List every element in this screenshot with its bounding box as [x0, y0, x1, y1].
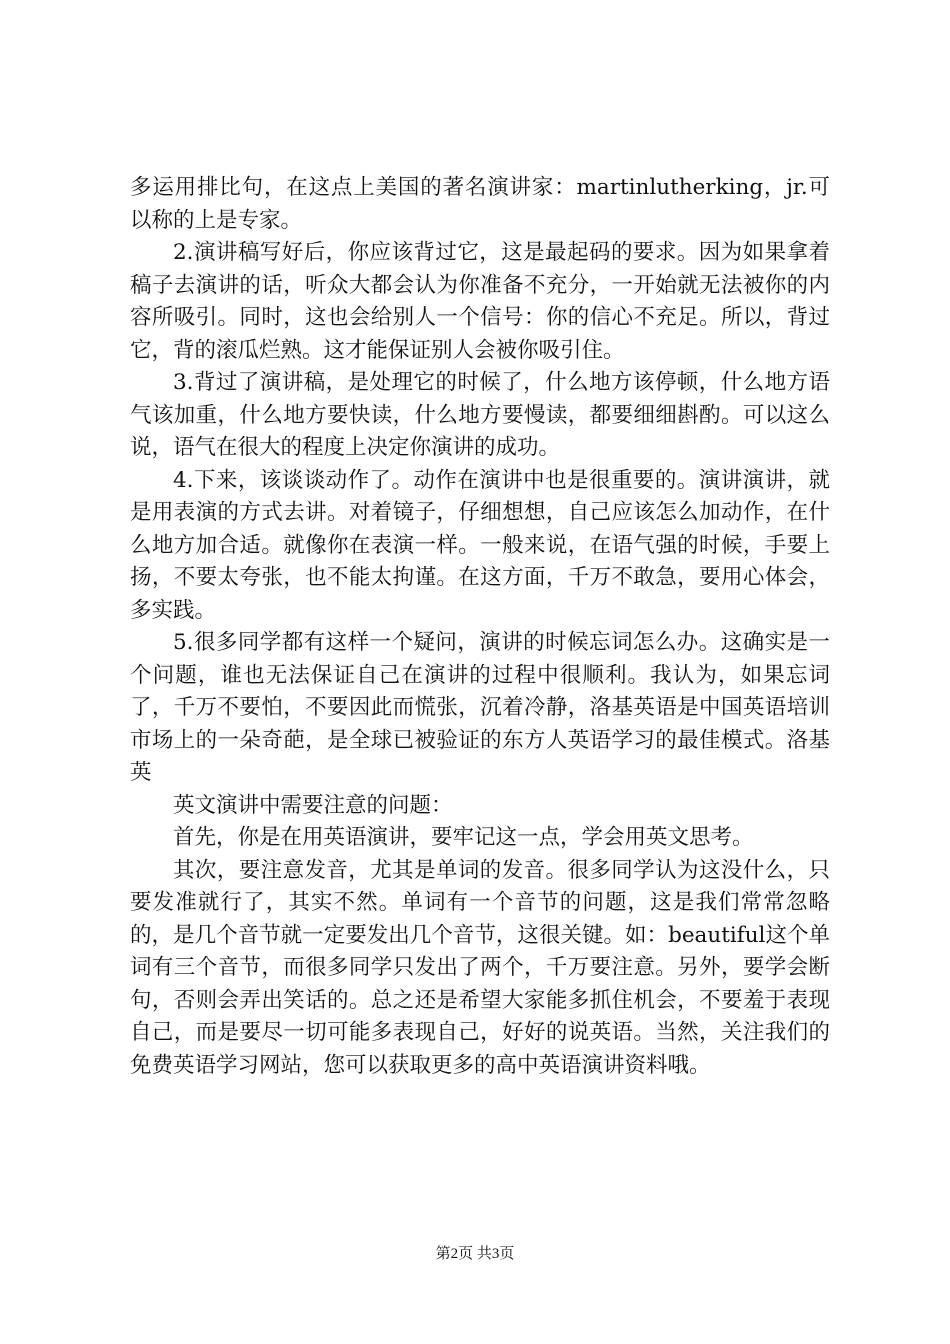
- document-body: [130, 172, 830, 1082]
- paragraph-second: 其次，要注意发音，尤其是单词的发音。很多同学认为这没什么，只要发准就行了，其实不然。单词有一个音节的问题，这是我们常常忽略的，是几个音节就一定要发出几个音节，这很关键。如：beautiful这个单词有三个音节，而很多同学只发出了两个，千万要注意。另外，要学会断句，否则会弄出笑话的。总之还是希望大家能多抓住机会，不要羞于表现自己，而是要尽一切可能多表现自己，好好的说英语。当然，关注我们的免费英语学习网站，您可以获取更多的高中英语演讲资料哦。: [130, 857, 830, 1078]
- paragraph-gestures: 4.下来，该谈谈动作了。动作在演讲中也是很重要的。演讲演讲，就是用表演的方式去讲。对着镜子，仔细想想，自己应该怎么加动作，在什么地方加合适。就像你在表演一样。一般来说，在语气强的时候，手要上扬，不要太夸张，也不能太拘谨。在这方面，千万不敢急，要用心体会，多实践。: [130, 467, 830, 623]
- paragraph-tone: 3.背过了演讲稿，是处理它的时候了，什么地方该停顿，什么地方语气该加重，什么地方要快读，什么地方要慢读，都要细细斟酌。可以这么说，语气在很大的程度上决定你演讲的成功。: [130, 370, 830, 460]
- paragraph-memorize: 2.演讲稿写好后，你应该背过它，这是最起码的要求。因为如果拿着稿子去演讲的话，听众大都会认为你准备不充分，一开始就无法被你的内容所吸引。同时，这也会给别人一个信号：你的信心不充足。所以，背过它，背的滚瓜烂熟。这才能保证别人会被你吸引住。: [130, 240, 830, 363]
- paragraph-forgetting: 5.很多同学都有这样一个疑问，演讲的时候忘词怎么办。这确实是一个问题，谁也无法保证自己在演讲的过程中很顺利。我认为，如果忘词了，千万不要怕，不要因此而慌张，沉着冷静，洛基英语是中国英语培训市场上的一朵奇葩，是全球已被验证的东方人英语学习的最佳模式。洛基英: [130, 630, 830, 785]
- paragraph-first: 首先，你是在用英语演讲，要牢记这一点，学会用英文思考。: [173, 825, 754, 850]
- page-number-footer: 第2页 共3页: [435, 1246, 515, 1262]
- section-heading: 英文演讲中需要注意的问题：: [173, 792, 453, 818]
- paragraph-parallelism: 多运用排比句，在这点上美国的著名演讲家：martinlutherking，jr.可以称的上是专家。: [130, 175, 830, 233]
